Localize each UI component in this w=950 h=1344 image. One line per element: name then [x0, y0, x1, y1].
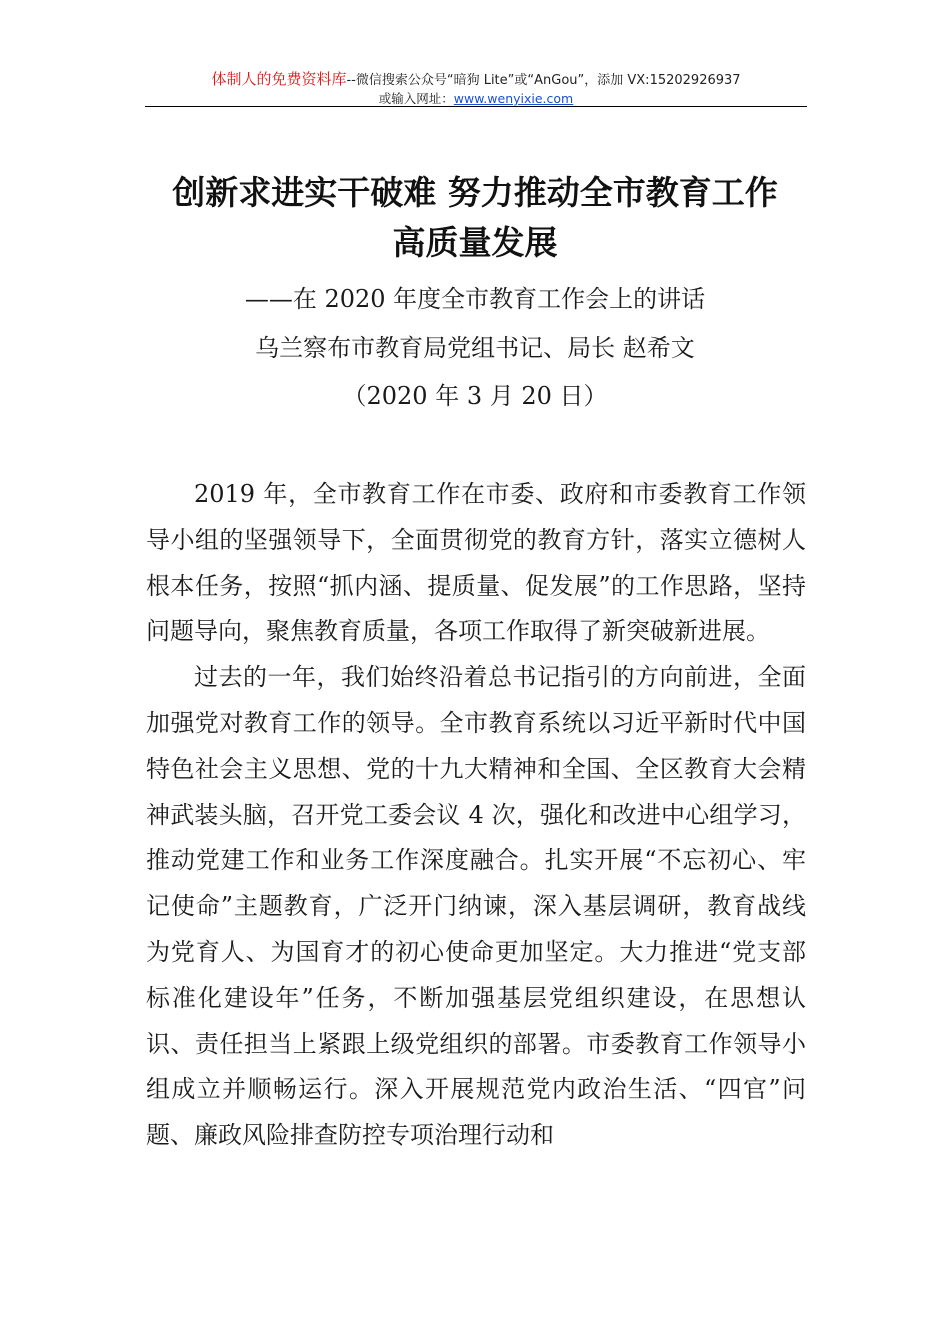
body-paragraph: 2019 年，全市教育工作在市委、政府和市委教育工作领导小组的坚强领导下，全面贯彻党的教育方针，落实立德树人根本任务，按照“抓内涵、提质量、促发展”的工作思路，坚持问题导向，聚焦教育质量，各项工作取得了新突破新进展。	[146, 480, 806, 646]
header-line-1	[145, 70, 807, 90]
header-notice: --微信搜索公众号“暗狗 Lite”或“AnGou”，添加 VX:15202926937	[346, 73, 741, 88]
document-title	[60, 168, 890, 268]
brand-name: 体制人的免费资料库	[211, 70, 347, 88]
site-link[interactable]: www.wenyixie.com	[453, 91, 574, 106]
speaker-line: 乌兰察布市教育局党组书记、局长 赵希文	[255, 334, 695, 362]
site-prefix: 或输入网址：	[378, 91, 454, 106]
header-divider	[145, 106, 807, 107]
body-paragraph: 过去的一年，我们始终沿着总书记指引的方向前进，全面加强党对教育工作的领导。全市教育系统以习近平新时代中国特色社会主义思想、党的十九大精神和全国、全区教育大会精神武装头脑，召开党工委会议 4 次，强化和改进中心组学习，推动党建工作和业务工作深度融合。扎实开展“不忘初心、牢记使命”主题教育，广泛开门纳谏，深入基层调研，教育战线为党育人、为国育才的初心使命更加坚定。大力推进“党支部标准化建设年”任务，不断加强基层党组织建设，在思想认识、责任担当上紧跟上级党组织的部署。市委教育工作领导小组成立并顺畅运行。深入开展规范党内政治生活、“四官”问题、廉政风险排查防控专项治理行动和	[146, 663, 806, 1150]
speech-date: （2020 年 3 月 20 日）	[342, 382, 608, 410]
title-line-1: 创新求进实干破难 努力推动全市教育工作	[172, 173, 778, 212]
document-body	[146, 472, 806, 1159]
document-subtitle: ——在 2020 年度全市教育工作会上的讲话	[244, 285, 706, 313]
page-header	[145, 70, 807, 108]
title-line-2: 高质量发展	[392, 223, 558, 262]
